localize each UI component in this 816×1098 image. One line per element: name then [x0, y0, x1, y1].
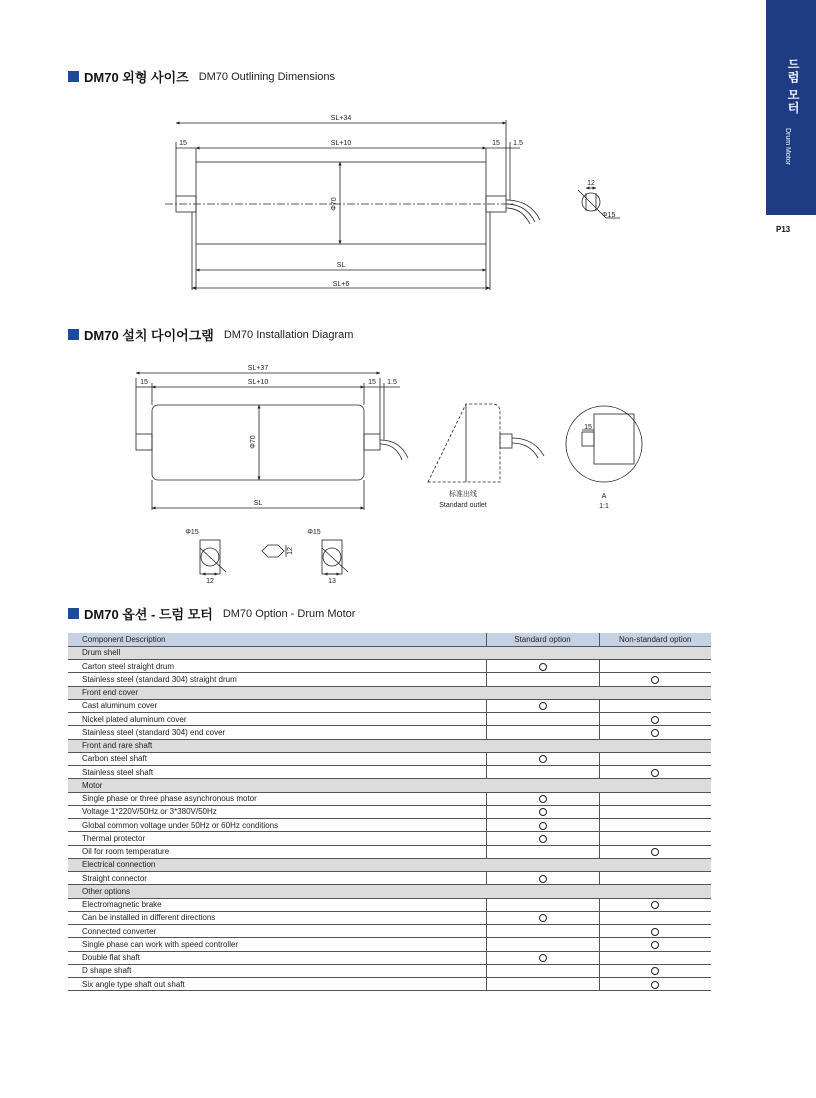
label-dim-inner: SL+10: [330, 140, 352, 147]
row-label: Global common voltage under 50Hz or 60Hz conditions: [68, 819, 486, 832]
circle-mark-icon: [651, 967, 659, 975]
row-label: Carton steel straight drum: [68, 660, 486, 673]
standard-cell: [486, 925, 599, 938]
cable: [506, 200, 540, 220]
category-empty-cell: [599, 646, 711, 659]
row-label: Voltage 1*220V/50Hz or 3*380V/50Hz: [68, 805, 486, 818]
circle-mark-icon: [539, 835, 547, 843]
nonstandard-cell: [599, 832, 711, 845]
category-empty-cell: [486, 779, 599, 792]
option-table: [68, 633, 711, 991]
category-empty-cell: [599, 686, 711, 699]
label-shaft-diameter: Φ15: [602, 212, 616, 219]
table-row: [68, 832, 711, 845]
row-label: Single phase can work with speed controller: [68, 938, 486, 951]
standard-cell: [486, 951, 599, 964]
label-outlet-en: Standard outlet: [439, 502, 487, 509]
label-dim-total: SL+37: [247, 365, 269, 372]
label-dim-right: 15: [368, 379, 376, 386]
category-empty-cell: [486, 885, 599, 898]
circle-mark-icon: [539, 954, 547, 962]
standard-cell: [486, 766, 599, 779]
category-label: Electrical connection: [68, 858, 486, 871]
circle-mark-icon: [651, 981, 659, 989]
circle-mark-icon: [539, 914, 547, 922]
label-dim-sl6: SL+6: [332, 281, 350, 288]
label-hex-width: 12: [287, 547, 294, 555]
nonstandard-cell: [599, 898, 711, 911]
standard-cell: [486, 819, 599, 832]
circle-mark-icon: [539, 795, 547, 803]
label-shaft2-diameter: Φ15: [307, 529, 321, 536]
standard-cell: [486, 713, 599, 726]
standard-cell: [486, 660, 599, 673]
label-dim-total: SL+34: [330, 115, 352, 122]
standard-cell: [486, 938, 599, 951]
header-standard: Standard option: [486, 633, 599, 646]
table-category-row: [68, 858, 711, 871]
label-dim-gap: 1.5: [387, 379, 397, 386]
section-title-kr: DM70 외형 사이즈: [84, 70, 189, 85]
standard-cell: [486, 845, 599, 858]
side-tab-title-en: Drum Motor: [784, 128, 791, 165]
drum-body: [196, 162, 486, 244]
shaft-profile-1: [200, 540, 226, 574]
row-label: Double flat shaft: [68, 951, 486, 964]
circle-mark-icon: [539, 663, 547, 671]
side-tab-title-kr: 드럼 모터: [786, 58, 800, 115]
label-shaft1-diameter: Φ15: [185, 529, 199, 536]
nonstandard-cell: [599, 713, 711, 726]
cable: [380, 440, 408, 458]
label-dim-diameter: Φ70: [250, 435, 257, 449]
table-row: [68, 726, 711, 739]
circle-mark-icon: [651, 729, 659, 737]
section-title-kr: DM70 옵션 - 드럼 모터: [84, 607, 213, 622]
nonstandard-cell: [599, 938, 711, 951]
nonstandard-cell: [599, 805, 711, 818]
row-label: Can be installed in different directions: [68, 911, 486, 924]
nonstandard-cell: [599, 845, 711, 858]
left-shaft: [136, 434, 152, 450]
header-nonstandard: Non-standard option: [599, 633, 711, 646]
circle-mark-icon: [539, 702, 547, 710]
label-shaft-width: 12: [587, 180, 595, 187]
category-label: Motor: [68, 779, 486, 792]
label-dim-gap: 1.5: [513, 140, 523, 147]
row-label: Stainless steel (standard 304) straight drum: [68, 673, 486, 686]
circle-mark-icon: [651, 769, 659, 777]
row-label: Oil for room temperature: [68, 845, 486, 858]
row-label: Carbon steel shaft: [68, 752, 486, 765]
label-outlet-cn: 标准出线: [449, 491, 477, 498]
row-label: Stainless steel shaft: [68, 766, 486, 779]
page-number: P13: [776, 225, 791, 234]
label-detail-scale: 1:1: [599, 503, 609, 510]
label-dim-inner: SL+10: [247, 379, 269, 386]
right-shaft: [364, 434, 380, 450]
standard-cell: [486, 911, 599, 924]
table-category-row: [68, 646, 711, 659]
standard-cell: [486, 978, 599, 991]
table-row: [68, 951, 711, 964]
category-empty-cell: [599, 858, 711, 871]
standard-cell: [486, 726, 599, 739]
row-label: Cast aluminum cover: [68, 699, 486, 712]
nonstandard-cell: [599, 673, 711, 686]
outline-labels: [179, 115, 615, 288]
table-category-row: [68, 686, 711, 699]
install-labels: [140, 365, 609, 585]
row-label: Thermal protector: [68, 832, 486, 845]
category-empty-cell: [486, 858, 599, 871]
category-empty-cell: [486, 686, 599, 699]
circle-mark-icon: [539, 822, 547, 830]
label-dim-left: 15: [179, 140, 187, 147]
nonstandard-cell: [599, 792, 711, 805]
table-row: [68, 713, 711, 726]
circle-mark-icon: [539, 875, 547, 883]
nonstandard-cell: [599, 951, 711, 964]
standard-cell: [486, 964, 599, 977]
row-label: D shape shaft: [68, 964, 486, 977]
table-row: [68, 978, 711, 991]
circle-mark-icon: [651, 941, 659, 949]
table-row: [68, 819, 711, 832]
nonstandard-cell: [599, 726, 711, 739]
label-dim-left: 15: [140, 379, 148, 386]
section-title-en: DM70 Outlining Dimensions: [198, 70, 336, 83]
row-label: Connected converter: [68, 925, 486, 938]
category-empty-cell: [486, 646, 599, 659]
drum-body: [152, 405, 364, 480]
label-detail-name: A: [601, 493, 607, 500]
section-title-kr: DM70 설치 다이어그램: [84, 328, 214, 343]
shaft-profile-hex: [262, 545, 286, 557]
table-row: [68, 964, 711, 977]
section-title-option: [68, 604, 355, 623]
circle-mark-icon: [651, 716, 659, 724]
category-label: Front end cover: [68, 686, 486, 699]
label-dim-sl: SL: [253, 500, 263, 507]
outline-drawing: [165, 120, 620, 290]
standard-cell: [486, 752, 599, 765]
category-empty-cell: [599, 739, 711, 752]
nonstandard-cell: [599, 766, 711, 779]
label-dim-sl: SL: [336, 262, 346, 269]
circle-mark-icon: [651, 928, 659, 936]
nonstandard-cell: [599, 752, 711, 765]
table-row: [68, 898, 711, 911]
nonstandard-cell: [599, 660, 711, 673]
table-row: [68, 673, 711, 686]
table-category-row: [68, 739, 711, 752]
table-row: [68, 699, 711, 712]
label-dim-diameter: Φ70: [331, 197, 338, 211]
label-shaft1-width: 12: [206, 578, 214, 585]
section-title-en: DM70 Installation Diagram: [223, 328, 354, 341]
standard-cell: [486, 699, 599, 712]
circle-mark-icon: [651, 676, 659, 684]
category-label: Drum shell: [68, 646, 486, 659]
table-category-row: [68, 885, 711, 898]
circle-mark-icon: [539, 755, 547, 763]
nonstandard-cell: [599, 964, 711, 977]
circle-mark-icon: [651, 848, 659, 856]
table-body: [68, 646, 711, 991]
table-row: [68, 752, 711, 765]
standard-cell: [486, 805, 599, 818]
standard-cell: [486, 792, 599, 805]
row-label: Nickel plated aluminum cover: [68, 713, 486, 726]
nonstandard-cell: [599, 699, 711, 712]
shaft-profile-2: [322, 540, 348, 574]
circle-mark-icon: [539, 808, 547, 816]
row-label: Single phase or three phase asynchronous motor: [68, 792, 486, 805]
category-label: Front and rare shaft: [68, 739, 486, 752]
table-category-row: [68, 779, 711, 792]
section-marker-icon: [68, 608, 79, 619]
circle-mark-icon: [651, 901, 659, 909]
table-row: [68, 845, 711, 858]
standard-cell: [486, 832, 599, 845]
standard-cell: [486, 872, 599, 885]
row-label: Stainless steel (standard 304) end cover: [68, 726, 486, 739]
row-label: Straight connector: [68, 872, 486, 885]
table-row: [68, 766, 711, 779]
standard-outlet-view: [428, 404, 544, 482]
category-empty-cell: [599, 779, 711, 792]
standard-cell: [486, 898, 599, 911]
nonstandard-cell: [599, 819, 711, 832]
nonstandard-cell: [599, 978, 711, 991]
nonstandard-cell: [599, 872, 711, 885]
nonstandard-cell: [599, 925, 711, 938]
table-header-row: [68, 633, 711, 646]
category-empty-cell: [599, 885, 711, 898]
table-row: [68, 872, 711, 885]
table-row: [68, 805, 711, 818]
row-label: Six angle type shaft out shaft: [68, 978, 486, 991]
category-label: Other options: [68, 885, 486, 898]
detail-a-view: [566, 406, 642, 482]
label-dim-right: 15: [492, 140, 500, 147]
row-label: Electromagnetic brake: [68, 898, 486, 911]
label-detail-dim: 15: [584, 424, 592, 431]
header-description: Component Description: [68, 633, 486, 646]
standard-cell: [486, 673, 599, 686]
table-row: [68, 925, 711, 938]
table-row: [68, 792, 711, 805]
category-empty-cell: [486, 739, 599, 752]
label-shaft2-width: 13: [328, 578, 336, 585]
install-drawing: [136, 373, 642, 574]
nonstandard-cell: [599, 911, 711, 924]
table-row: [68, 911, 711, 924]
section-title-en: DM70 Option - Drum Motor: [222, 607, 356, 620]
table-row: [68, 938, 711, 951]
table-row: [68, 660, 711, 673]
